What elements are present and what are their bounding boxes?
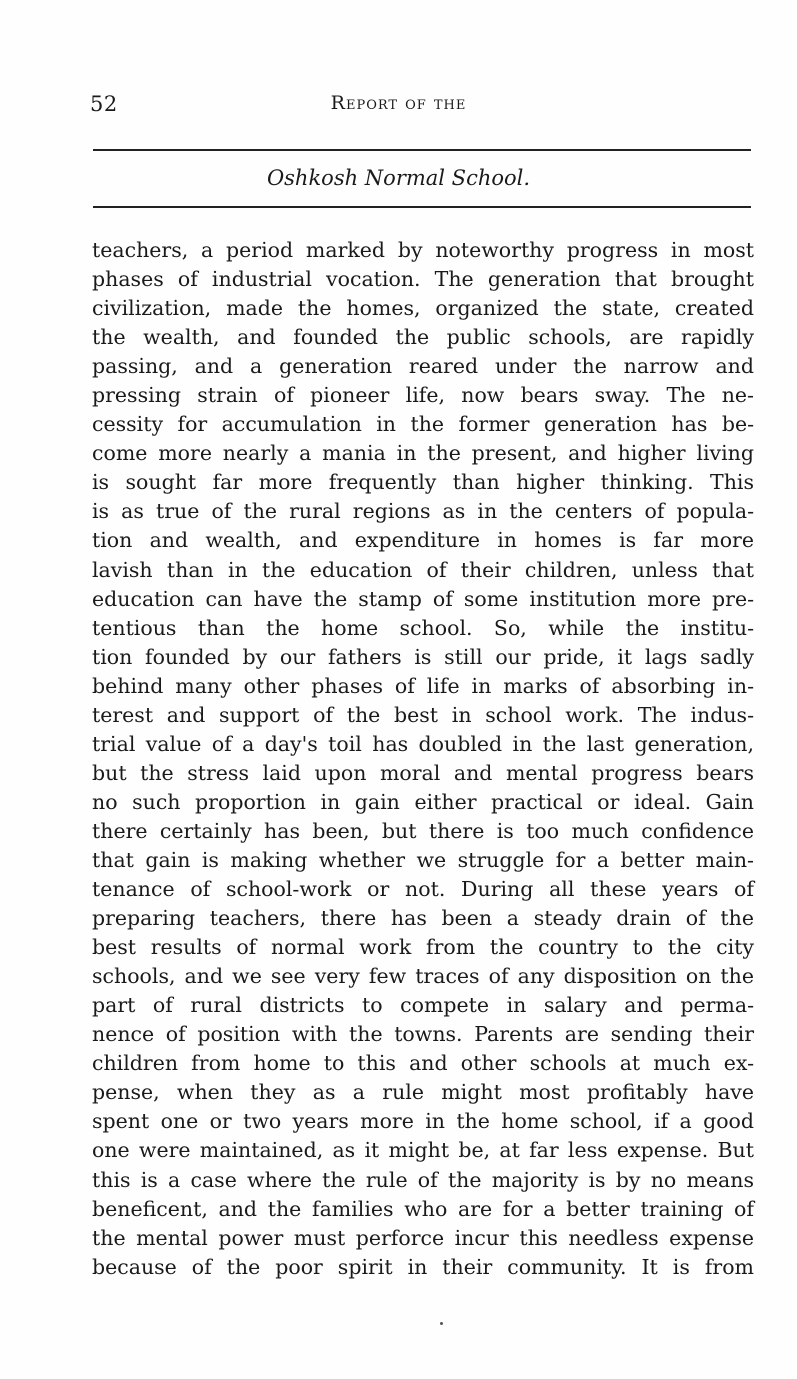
text-line: the mental power must perforce incur this needless expense <box>92 1225 754 1250</box>
text-line: the wealth, and founded the public schools, are rapidly <box>92 325 754 350</box>
text-line: phases of industrial vocation. The generation that brought <box>92 267 754 292</box>
text-line: is sought far more frequently than higher thinking. This <box>92 470 754 495</box>
text-line: tenance of school-work or not. During all these years of <box>92 877 754 902</box>
text-line: education can have the stamp of some institution more pre- <box>92 586 754 611</box>
text-line: pressing strain of pioneer life, now bears sway. The ne- <box>92 383 754 408</box>
running-title: Report of the <box>330 92 467 114</box>
text-line: nence of position with the towns. Parents are sending their <box>92 1022 754 1047</box>
body-text <box>92 236 754 1282</box>
text-line: tion and wealth, and expenditure in homes is far more <box>92 528 754 553</box>
text-line: come more nearly a mania in the present, and higher living <box>92 441 754 466</box>
text-line: lavish than in the education of their children, unless that <box>92 557 754 582</box>
text-line: tentious than the home school. So, while the institu- <box>92 615 754 640</box>
header-rule-top <box>93 149 751 151</box>
text-line: one were maintained, as it might be, at far less expense. But <box>92 1138 754 1163</box>
text-line: tion founded by our fathers is still our pride, it lags sadly <box>92 644 754 669</box>
text-line: civilization, made the homes, organized the state, created <box>92 296 754 321</box>
text-line: no such proportion in gain either practical or ideal. Gain <box>92 789 754 814</box>
text-line: preparing teachers, there has been a steady drain of the <box>92 906 754 931</box>
text-line: that gain is making whether we struggle for a better main- <box>92 847 754 872</box>
text-line: this is a case where the rule of the majority is by no means <box>92 1167 754 1192</box>
text-line: children from home to this and other schools at much ex- <box>92 1051 754 1076</box>
text-line: best results of normal work from the country to the city <box>92 935 754 960</box>
text-line: passing, and a generation reared under the narrow and <box>92 354 754 379</box>
ink-speck <box>440 1322 443 1325</box>
text-line: because of the poor spirit in their community. It is from <box>92 1254 754 1279</box>
text-line: spent one or two years more in the home school, if a good <box>92 1109 754 1134</box>
text-line: behind many other phases of life in marks of absorbing in- <box>92 673 754 698</box>
text-line: part of rural districts to compete in salary and perma- <box>92 993 754 1018</box>
text-line: trial value of a day's toil has doubled in the last generation, <box>92 731 754 756</box>
text-line: cessity for accumulation in the former generation has be- <box>92 412 754 437</box>
text-line: terest and support of the best in school work. The indus- <box>92 702 754 727</box>
text-line: is as true of the rural regions as in the centers of popula- <box>92 499 754 524</box>
text-line: schools, and we see very few traces of any disposition on the <box>92 964 754 989</box>
page-number: 52 <box>90 92 118 116</box>
text-line: there certainly has been, but there is too much confidence <box>92 818 754 843</box>
text-line: but the stress laid upon moral and mental progress bears <box>92 760 754 785</box>
text-line: pense, when they as a rule might most profitably have <box>92 1080 754 1105</box>
text-line: beneficent, and the families who are for a better training of <box>92 1196 754 1221</box>
header-rule-bottom <box>93 206 751 208</box>
school-heading: Oshkosh Normal School. <box>266 166 531 190</box>
text-line: teachers, a period marked by noteworthy progress in most <box>92 238 754 262</box>
